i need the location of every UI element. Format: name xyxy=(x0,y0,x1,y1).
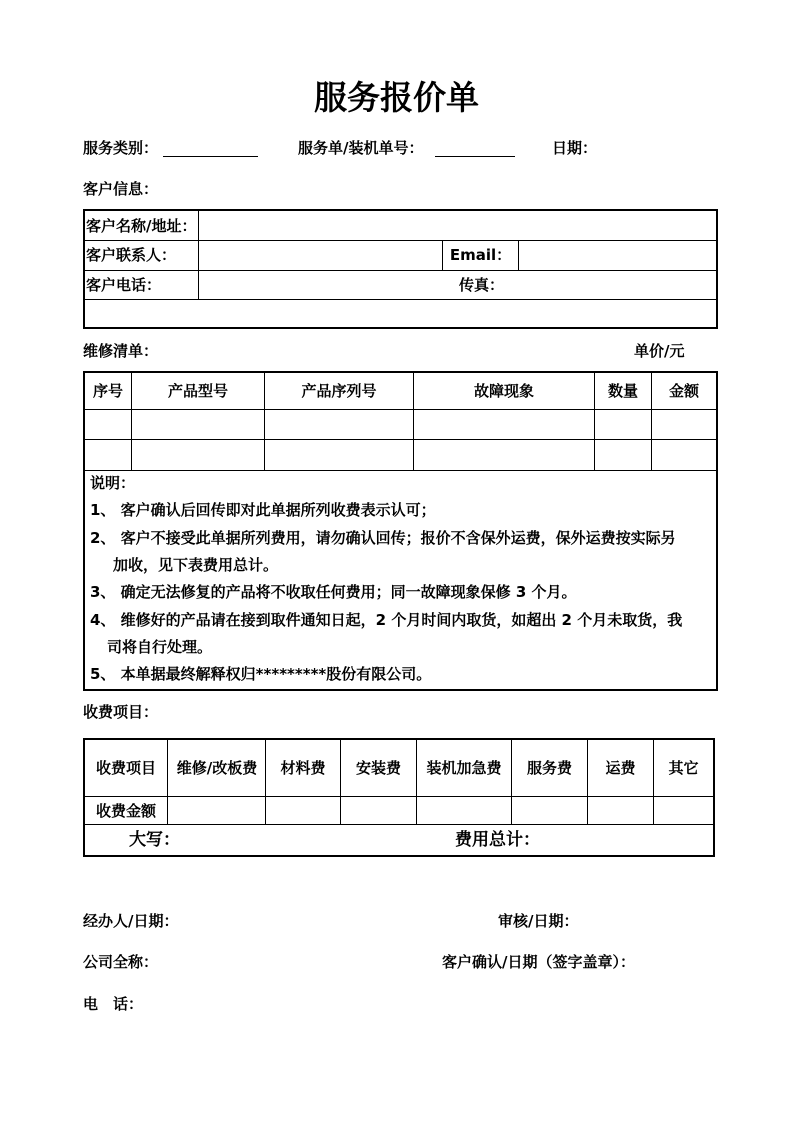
note-item-5: 5、 本单据最终解释权归*********股份有限公司。 xyxy=(90,665,432,683)
customer-contact-label: 客户联系人： xyxy=(86,246,177,264)
table-row[interactable] xyxy=(85,410,716,439)
fee-amount-row[interactable] xyxy=(168,797,713,824)
fee-row-label: 收费项目 xyxy=(95,759,156,777)
service-type-label: 服务类别： xyxy=(83,139,159,157)
footer-phone-label: 电 话： xyxy=(83,995,144,1013)
fee-col-service: 服务费 xyxy=(526,759,572,777)
company-name-label: 公司全称： xyxy=(83,953,159,971)
customer-name-address-field[interactable] xyxy=(199,211,716,240)
table-row[interactable] xyxy=(85,440,716,470)
fee-col-install: 安装费 xyxy=(355,759,401,777)
col-header-fault: 故障现象 xyxy=(473,382,534,400)
fee-total-label: 费用总计： xyxy=(455,830,540,850)
capital-amount-label: 大写： xyxy=(129,830,180,850)
col-header-model: 产品型号 xyxy=(167,382,228,400)
customer-extra-field[interactable] xyxy=(85,300,716,327)
customer-info-table xyxy=(83,209,718,329)
review-date-label: 审核/日期： xyxy=(498,912,579,930)
note-item-3: 3、 确定无法修复的产品将不收取任何费用；同一故障现象保修 3 个月。 xyxy=(90,583,577,601)
page-title: 服务报价单 xyxy=(314,78,479,117)
customer-phone-label: 客户电话： xyxy=(86,275,162,294)
col-header-serial: 产品序列号 xyxy=(301,382,377,400)
order-no-label: 服务单/装机单号： xyxy=(298,139,424,157)
fee-col-material: 材料费 xyxy=(280,759,326,777)
col-header-quantity: 数量 xyxy=(607,382,638,400)
customer-section-title: 客户信息： xyxy=(83,180,159,198)
handler-date-label: 经办人/日期： xyxy=(83,912,179,930)
customer-confirm-label: 客户确认/日期（签字盖章）： xyxy=(442,953,635,971)
customer-name-address-label: 客户名称/地址： xyxy=(86,216,197,235)
email-label: Email： xyxy=(449,246,512,264)
fees-section-title: 收费项目： xyxy=(83,703,159,721)
col-header-amount: 金额 xyxy=(668,382,699,400)
email-field[interactable] xyxy=(519,241,716,270)
repair-section-title: 维修清单： xyxy=(83,342,159,360)
fee-col-urgent: 装机加急费 xyxy=(426,759,502,777)
fee-amount-label: 收费金额 xyxy=(95,801,156,820)
fees-table xyxy=(83,738,715,857)
customer-phone-field[interactable] xyxy=(199,271,459,299)
note-item-4-cont: 司将自行处理。 xyxy=(107,638,213,656)
fee-col-shipping: 运费 xyxy=(605,759,636,777)
note-item-4: 4、 维修好的产品请在接到取件通知日起，2 个月时间内取货，如超出 2 个月未取货，我 xyxy=(90,611,683,629)
unit-price-note: 单价/元 xyxy=(634,342,685,360)
notes-title: 说明： xyxy=(90,474,136,492)
note-item-1: 1、 客户确认后回传即对此单据所列收费表示认可； xyxy=(90,501,436,519)
date-label: 日期： xyxy=(552,139,598,157)
note-item-2-cont: 加收，见下表费用总计。 xyxy=(113,556,279,574)
customer-contact-field[interactable] xyxy=(199,241,442,270)
note-item-2: 2、 客户不接受此单据所列费用，请勿确认回传；报价不含保外运费，保外运费按实际另 xyxy=(90,529,676,547)
order-no-field[interactable] xyxy=(435,156,515,157)
fax-label: 传真： xyxy=(459,275,505,294)
col-header-index: 序号 xyxy=(92,382,123,400)
service-type-field[interactable] xyxy=(163,156,258,157)
fee-col-other: 其它 xyxy=(668,759,699,777)
fee-col-repair: 维修/改板费 xyxy=(176,759,258,777)
